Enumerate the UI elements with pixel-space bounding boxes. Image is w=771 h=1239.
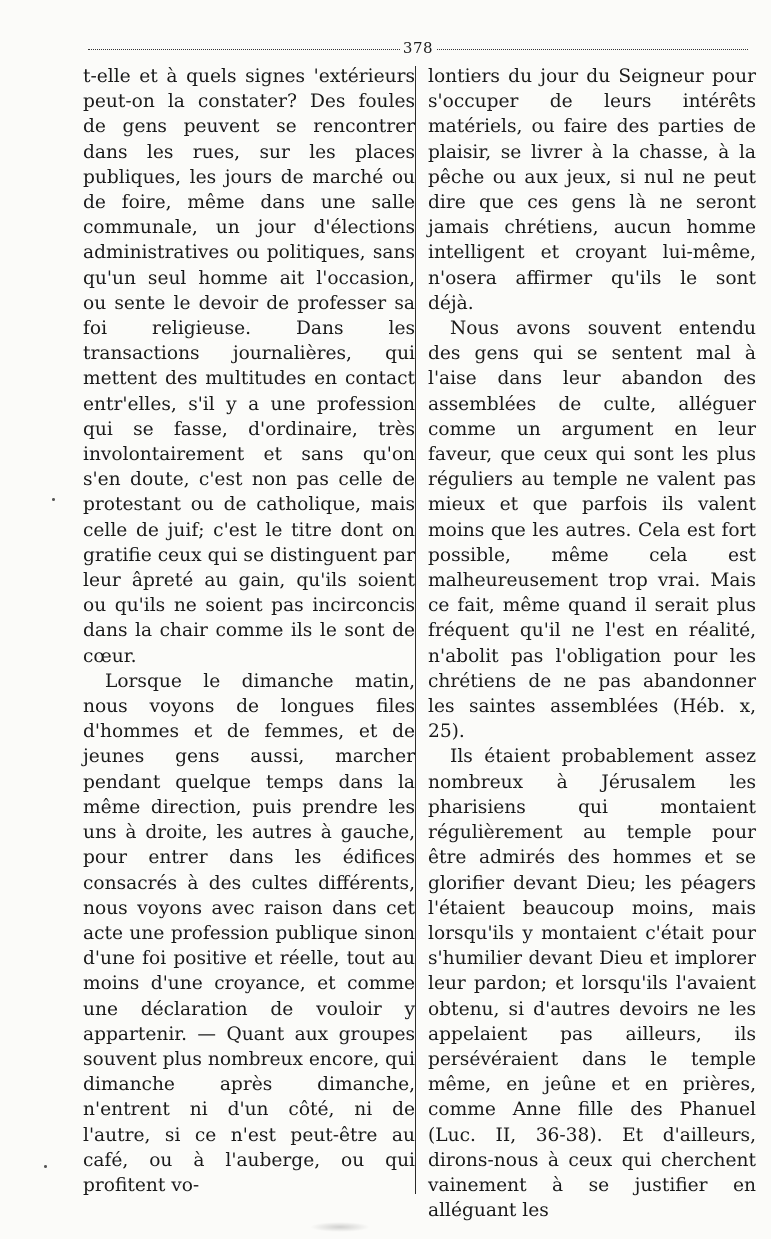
print-smudge bbox=[310, 1222, 370, 1232]
margin-speck bbox=[44, 1165, 47, 1168]
margin-speck bbox=[52, 498, 55, 501]
left-paragraph-2: Lorsque le dimanche matin, nous voyons de longues files d'hommes et de femmes, et de jeunes gens aussi, marcher pendant quelque temps dans la même direction, puis prendre les uns à droite, les autres à gauche, pour entrer dans les édifices consacrés à des cultes différents, nous voyons avec raison dans cet acte une profession publique sinon d'une foi positive et réelle, tout au moins d'une croyance, et comme une déclaration de vouloir y appartenir. — Quant aux groupes souvent plus nombreux encore, qui dimanche après dimanche, n'entrent ni d'un côté, ni de l'autre, si ce n'est peut-être au café, ou à l'auberge, ou qui profitent vo- bbox=[83, 670, 415, 1196]
right-column bbox=[428, 64, 756, 1223]
right-paragraph-1: lontiers du jour du Seigneur pour s'occuper de leurs intérêts matériels, ou faire des parties de plaisir, se livrer à la chasse, à la pêche ou aux jeux, si nul ne peut dire que ces gens là ne seront jamais chrétiens, aucun homme intelligent et croyant lui-même, n'osera affirmer qu'ils le sont déjà. bbox=[428, 66, 756, 314]
right-paragraph-3: Ils étaient probablement assez nombreux à Jérusalem les pharisiens qui montaient régulièrement au temple pour être admirés des hommes et se glorifier devant Dieu; les péagers l'étaient beaucoup moins, mais lorsqu'ils y montaient c'était pour s'humilier devant Dieu et implorer leur pardon; et lorsqu'ils l'avaient obtenu, si d'autres devoirs ne les appelaient pas ailleurs, ils persévéraient dans le temple même, en jeûne et en prières, comme Anne fille des Phanuel (Luc. II, 36-38). Et d'ailleurs, dirons-nous à ceux qui cherchent vainement à se justifier en alléguant les bbox=[428, 746, 756, 1222]
page-number: 378 bbox=[400, 38, 436, 58]
right-paragraph-2: Nous avons souvent entendu des gens qui se sentent mal à l'aise dans leur abandon des assemblées de culte, alléguer comme un argument en leur faveur, que ceux qui sont les plus réguliers au temple ne valent pas mieux et que parfois ils valent moins que les autres. Cela est fort possible, même cela est malheureusement trop vrai. Mais ce fait, même quand il serait plus fréquent qu'il ne l'est en réalité, n'abolit pas l'obligation pour les chrétiens de ne pas abandonner les saintes assemblées (Héb. x, 25). bbox=[428, 318, 756, 743]
column-divider bbox=[415, 66, 416, 1194]
left-column bbox=[83, 64, 415, 1198]
page-header bbox=[88, 38, 748, 58]
left-paragraph-1: t-elle et à quels signes 'extérieurs peut-on la constater? Des foules de gens peuvent se rencontrer dans les rues, sur les places publiques, les jours de marché ou de foire, même dans une salle communale, un jour d'élections administratives ou politiques, sans qu'un seul homme ait l'occasion, ou sente le devoir de professer sa foi religieuse. Dans les transactions journalières, qui mettent des multitudes en contact entr'elles, s'il y a une profession qui se fasse, d'ordinaire, très involontairement et sans qu'on s'en doute, c'est non pas celle de protestant ou de catholique, mais celle de juif; c'est le titre dont on gratifie ceux qui se distinguent par leur âpreté au gain, qu'ils soient ou qu'ils ne soient pas incirconcis dans la chair comme ils le sont de cœur. bbox=[83, 66, 415, 667]
